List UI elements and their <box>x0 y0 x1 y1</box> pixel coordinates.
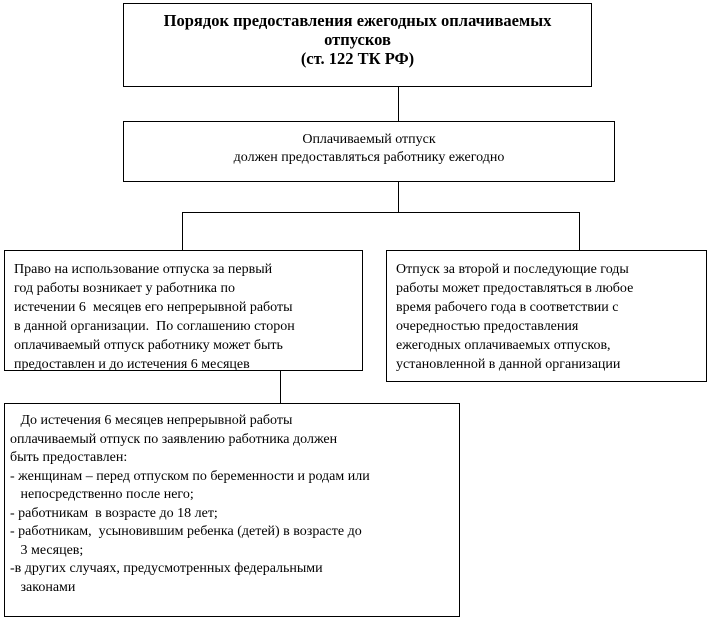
early-line-1: До истечения 6 месяцев непрерывной работы <box>10 413 293 428</box>
first-year-line-1: Право на использование отпуска за первый <box>14 262 273 277</box>
connector-first-year-to-early <box>280 371 281 403</box>
next-years-line-4: очередностью предоставления <box>396 319 579 334</box>
first-year-line-3: истечении 6 месяцев его непрерывной работы <box>14 300 293 315</box>
connector-title-to-rule <box>398 87 399 121</box>
title-box <box>123 3 592 87</box>
early-line-10: законами <box>10 579 76 595</box>
connector-horizontal-branch <box>182 212 580 213</box>
early-leave-cases-box <box>4 403 460 617</box>
connector-to-first-year <box>182 212 183 250</box>
early-line-2: оплачиваемый отпуск по заявлению работника должен <box>10 431 338 447</box>
title-line-1: Порядок предоставления ежегодных оплачиваемых <box>163 11 552 30</box>
first-year-line-6: предоставлен и до истечения 6 месяцев <box>14 357 250 372</box>
first-year-leave-box <box>4 250 363 371</box>
early-line-4: - женщинам – перед отпуском по беременности и родам или <box>10 468 370 484</box>
first-year-line-5: оплачиваемый отпуск работнику может быть <box>14 338 283 353</box>
first-year-line-4: в данной организации. По соглашению сторон <box>14 319 295 334</box>
rule-line-2: должен предоставляться работнику ежегодно <box>233 150 505 165</box>
subsequent-years-leave-box <box>386 250 707 382</box>
early-line-3: быть предоставлен: <box>10 450 128 465</box>
next-years-line-2: работы может предоставляться в любое <box>396 281 634 296</box>
next-years-line-6: установленной в данной организации <box>396 357 621 372</box>
rule-line-1: Оплачиваемый отпуск <box>302 132 436 147</box>
title-line-3: (ст. 122 ТК РФ) <box>300 49 415 68</box>
connector-rule-down <box>398 182 399 213</box>
early-line-7: - работникам, усыновившим ребенка (детей) в возрасте до <box>10 524 362 539</box>
connector-to-next-years <box>579 212 580 250</box>
early-line-6: - работникам в возрасте до 18 лет; <box>10 505 218 521</box>
early-line-5: непосредственно после него; <box>10 487 194 502</box>
annual-leave-rule-box <box>123 121 615 182</box>
first-year-line-2: год работы возникает у работника по <box>14 281 236 296</box>
next-years-line-1: Отпуск за второй и последующие годы <box>396 262 629 277</box>
early-line-9: -в других случаях, предусмотренных федеральными <box>10 561 323 576</box>
next-years-line-3: время рабочего года в соответствии с <box>396 300 619 315</box>
next-years-line-5: ежегодных оплачиваемых отпусков, <box>396 338 611 353</box>
title-line-2: отпусков <box>324 30 391 49</box>
early-line-8: 3 месяцев; <box>10 542 84 558</box>
